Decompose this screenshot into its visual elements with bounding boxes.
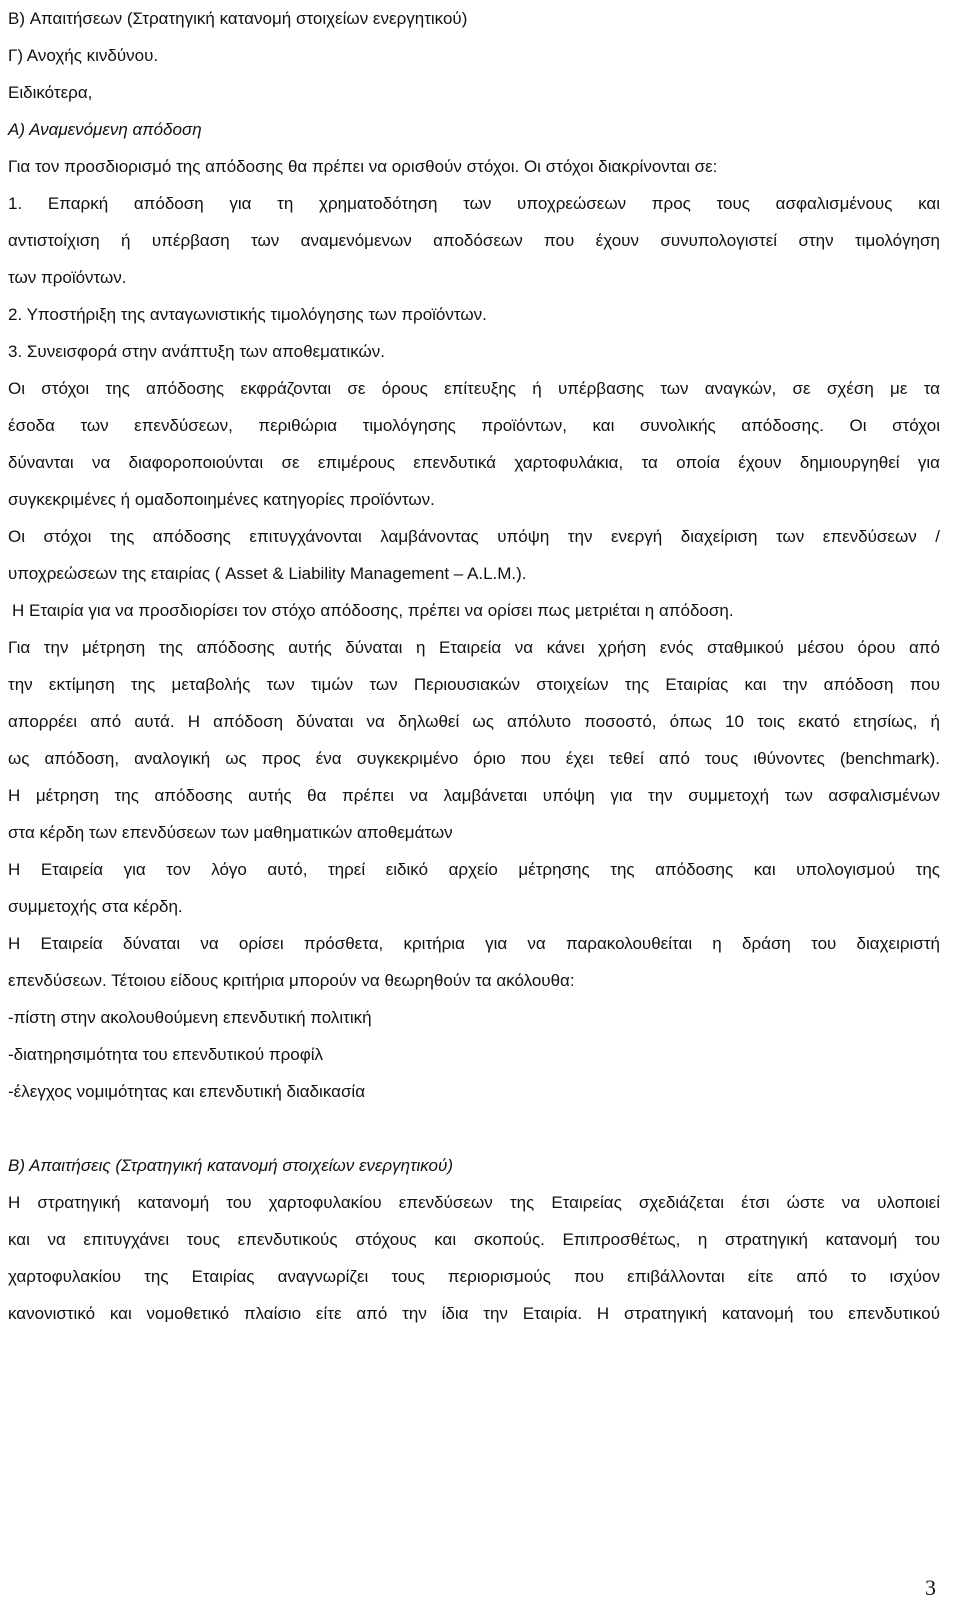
- text-line: Η μέτρηση της απόδοσης αυτής θα πρέπει να λαμβάνεται υπόψη για την συμμετοχή των ασφαλισμένων: [8, 786, 940, 805]
- text-line: Ειδικότερα,: [8, 83, 93, 102]
- text-line: των προϊόντων.: [8, 268, 127, 287]
- text-line: επενδύσεων. Τέτοιου είδους κριτήρια μπορούν να θεωρηθούν τα ακόλουθα:: [8, 971, 575, 990]
- text-line: Για τον προσδιορισμό της απόδοσης θα πρέπει να ορισθούν στόχοι. Οι στόχοι διακρίνονται σε:: [8, 157, 718, 176]
- subheading-expected-return: Α) Αναμενόμενη απόδοση: [8, 120, 202, 139]
- document-page: [8, 0, 940, 1332]
- page-number: 3: [925, 1575, 936, 1600]
- text-line: 1. Επαρκή απόδοση για τη χρηματοδότηση των υποχρεώσεων προς τους ασφαλισμένους και: [8, 194, 940, 213]
- text-line: κανονιστικό και νομοθετικό πλαίσιο είτε από την ίδια την Εταιρία. Η στρατηγική κατανομή του επενδυτικού: [8, 1304, 940, 1323]
- text-line: συμμετοχής στα κέρδη.: [8, 897, 183, 916]
- blank-line: [8, 1110, 940, 1147]
- text-line: συγκεκριμένες ή ομαδοποιημένες κατηγορίες προϊόντων.: [8, 490, 435, 509]
- subheading-requirements: Β) Απαιτήσεις (Στρατηγική κατανομή στοιχείων ενεργητικού): [8, 1156, 453, 1175]
- list-item: -έλεγχος νομιμότητας και επενδυτική διαδικασία: [8, 1082, 366, 1101]
- text-line: ως απόδοση, αναλογική ως προς ένα συγκεκριμένο όριο που έχει τεθεί από τους ιθύνοντες (benchmark).: [8, 749, 940, 768]
- text-line: υποχρεώσεων της εταιρίας ( Asset & Liability Management – A.L.M.).: [8, 564, 527, 583]
- heading-requirements: B) Απαιτήσεων (Στρατηγική κατανομή στοιχείων ενεργητικού): [8, 9, 468, 28]
- text-line: χαρτοφυλακίου της Εταιρίας αναγνωρίζει τους περιορισμούς που επιβάλλονται είτε από το ισχύον: [8, 1267, 940, 1286]
- text-line: έσοδα των επενδύσεων, περιθώρια τιμολόγησης προϊόντων, και συνολικής απόδοσης. Οι στόχοι: [8, 416, 940, 435]
- text-line: Η Εταιρεία για τον λόγο αυτό, τηρεί ειδικό αρχείο μέτρησης της απόδοσης και υπολογισμού της: [8, 860, 940, 879]
- heading-risk-tolerance: Γ) Ανοχής κινδύνου.: [8, 46, 159, 65]
- text-line: Οι στόχοι της απόδοσης εκφράζονται σε όρους επίτευξης ή υπέρβασης των αναγκών, σε σχέση με τα: [8, 379, 940, 398]
- text-line: απορρέει από αυτά. Η απόδοση δύναται να δηλωθεί ως απόλυτο ποσοστό, όπως 10 τοις εκατό ετησίως, ή: [8, 712, 940, 731]
- text-line: Η στρατηγική κατανομή του χαρτοφυλακίου επενδύσεων της Εταιρείας σχεδιάζεται έτσι ώστε να υλοποιεί: [8, 1193, 940, 1212]
- text-line: Για την μέτρηση της απόδοσης αυτής δύναται η Εταιρεία να κάνει χρήση ενός σταθμικού μέσου όρου από: [8, 638, 940, 657]
- text-line: αντιστοίχιση ή υπέρβαση των αναμενόμενων αποδόσεων που έχουν συνυπολογιστεί στην τιμολόγηση: [8, 231, 940, 250]
- text-line: δύνανται να διαφοροποιούνται σε επιμέρους επενδυτικά χαρτοφυλάκια, τα οποία έχουν δημιουργηθεί για: [8, 453, 940, 472]
- list-item: -πίστη στην ακολουθούμενη επενδυτική πολιτική: [8, 1008, 372, 1027]
- text-line: Η Εταιρεία δύναται να ορίσει πρόσθετα, κριτήρια για να παρακολουθείται η δράση του διαχειριστή: [8, 934, 940, 953]
- text-line: στα κέρδη των επενδύσεων των μαθηματικών αποθεμάτων: [8, 823, 453, 842]
- text-line: Οι στόχοι της απόδοσης επιτυγχάνονται λαμβάνοντας υπόψη την ενεργή διαχείριση των επενδύσεων /: [8, 527, 940, 546]
- text-line: Η Εταιρία για να προσδιορίσει τον στόχο απόδοσης, πρέπει να ορίσει πως μετριέται η απόδοση.: [12, 601, 734, 620]
- text-line: την εκτίμηση της μεταβολής των τιμών των Περιουσιακών στοιχείων της Εταιρίας και την απόδοση που: [8, 675, 940, 694]
- text-line: και να επιτυγχάνει τους επενδυτικούς στόχους και σκοπούς. Επιπροσθέτως, η στρατηγική κατανομή του: [8, 1230, 940, 1249]
- list-item: 2. Υποστήριξη της ανταγωνιστικής τιμολόγησης των προϊόντων.: [8, 305, 487, 324]
- list-item: -διατηρησιμότητα του επενδυτικού προφίλ: [8, 1045, 324, 1064]
- list-item: 3. Συνεισφορά στην ανάπτυξη των αποθεματικών.: [8, 342, 386, 361]
